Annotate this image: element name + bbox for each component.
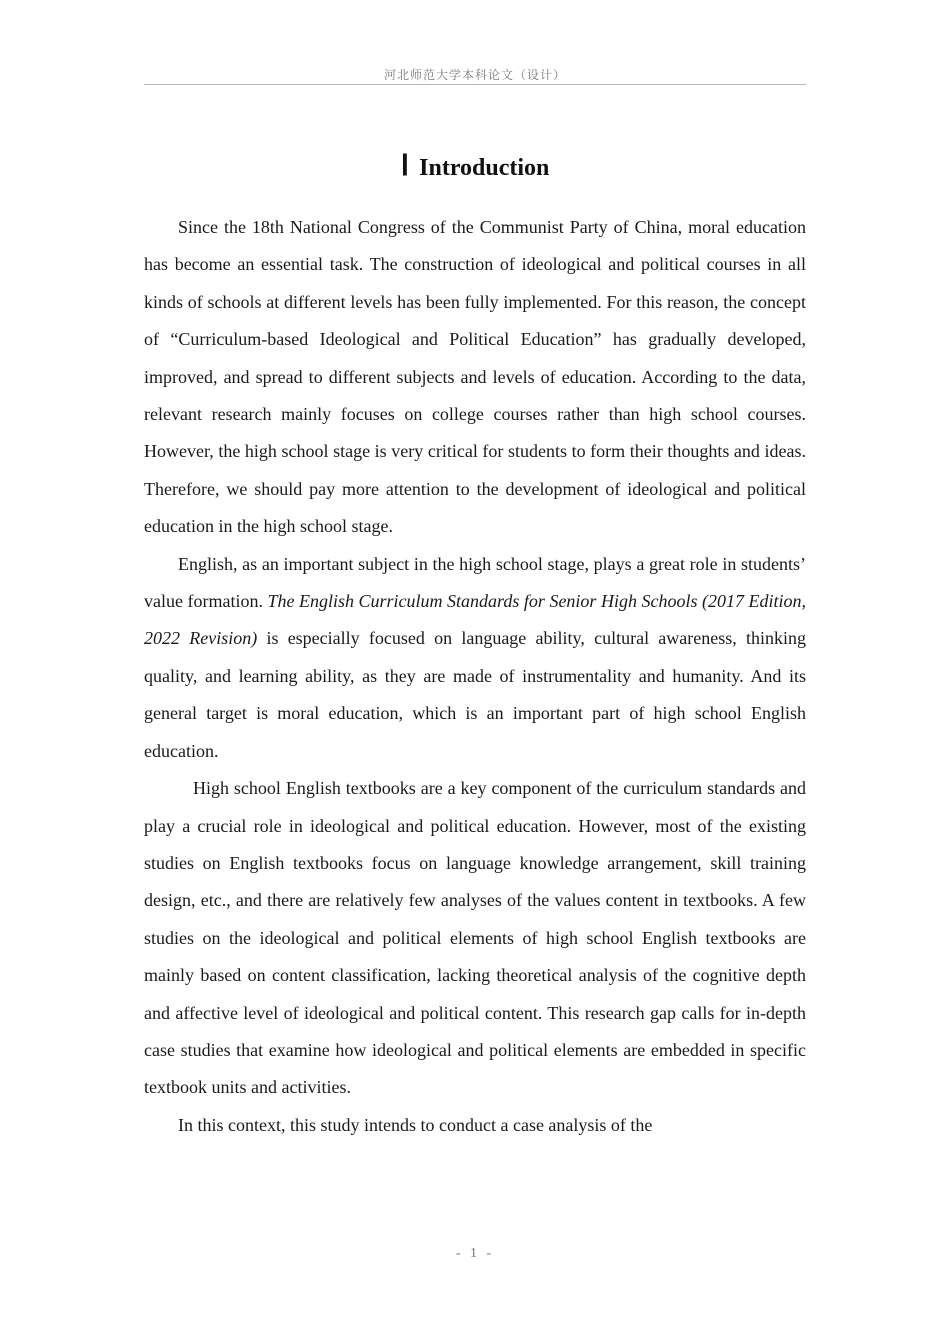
curriculum-standards-title: The English Curriculum Standards for Senior High Schools (2017 Edition, 2022 Revision)	[144, 591, 806, 649]
running-header-text: 河北师范大学本科论文（设计）	[383, 68, 566, 82]
running-header	[144, 66, 806, 85]
page-number: - 1 -	[455, 1246, 495, 1261]
body-text	[144, 209, 806, 1144]
chapter-number: Ⅰ	[400, 150, 410, 182]
paragraph-2	[144, 546, 806, 770]
chapter-title	[144, 146, 806, 188]
paragraph-2-rest: is especially focused on language ability, cultural awareness, thinking quality, and learning ability, as they are made of instrumentality and humanity. And its general target is moral education, which is an important part of high school English education.	[144, 628, 806, 761]
paragraph-2-lead: English, as an important subject in the high school stage, plays a great role in students’ value formation.	[144, 553, 806, 612]
paragraph-4: In this context, this study intends to conduct a case analysis of the	[178, 1114, 653, 1135]
paragraph-3: High school English textbooks are a key component of the curriculum standards and play a crucial role in ideological and political education. However, most of the existing studies on English textbooks focus on language knowledge arrangement, skill training design, etc., and there are relatively few analyses of the values content in textbooks. A few studies on the ideological and political elements of high school English textbooks are mainly based on content classification, lacking theoretical analysis of the cognitive depth and affective level of ideological and political content. This research gap calls for in-depth case studies that examine how ideological and political elements are embedded in specific textbook units and activities.	[144, 778, 806, 1098]
paragraph-1: Since the 18th National Congress of the Communist Party of China, moral education has become an essential task. The construction of ideological and political courses in all kinds of schools at different levels has been fully implemented. For this reason, the concept of “Curriculum-based Ideological and Political Education” has gradually developed, improved, and spread to different subjects and levels of education. According to the data, relevant research mainly focuses on college courses rather than high school courses. However, the high school stage is very critical for students to form their thoughts and ideas. Therefore, we should pay more attention to the development of ideological and political education in the high school stage.	[144, 217, 806, 537]
chapter-title-text: Introduction	[419, 155, 550, 181]
